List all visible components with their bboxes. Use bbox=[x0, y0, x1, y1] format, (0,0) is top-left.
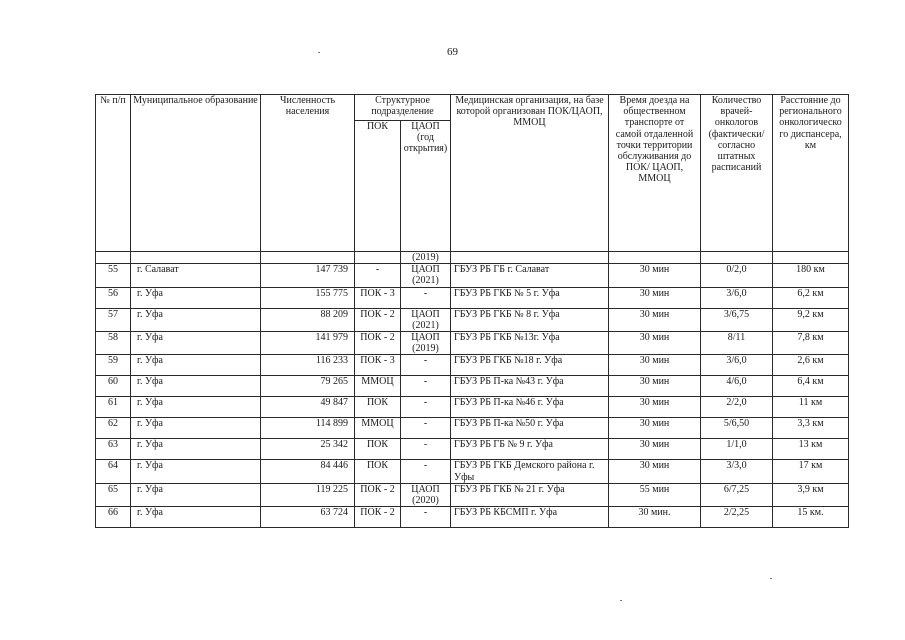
pok-cell: ПОК - 3 bbox=[355, 287, 401, 308]
table-row bbox=[96, 308, 849, 331]
organization-cell: ГБУЗ РБ ГКБ Демского района г. Уфы bbox=[451, 460, 609, 483]
distance-cell: 15 км. bbox=[773, 507, 849, 528]
header-doctors: Количество врачей-онкологов (фактически/ согласно штатных расписаний bbox=[701, 95, 773, 252]
pok-cell: ПОК - 2 bbox=[355, 483, 401, 506]
doctors-cell: 4/6,0 bbox=[701, 376, 773, 397]
pok-cell: ПОК - 3 bbox=[355, 355, 401, 376]
distance-cell: 6,4 км bbox=[773, 376, 849, 397]
doctors-cell: 0/2,0 bbox=[701, 264, 773, 287]
population-cell: 79 265 bbox=[261, 376, 355, 397]
doctors-cell: 3/3,0 bbox=[701, 460, 773, 483]
municipality-cell: г. Уфа bbox=[131, 439, 261, 460]
table-row bbox=[96, 439, 849, 460]
row-number: 58 bbox=[96, 332, 131, 355]
header-structural-unit: Структурное подразделение bbox=[355, 95, 451, 121]
header-pok: ПОК bbox=[355, 121, 401, 252]
pok-cell: ПОК bbox=[355, 460, 401, 483]
doctors-cell: 3/6,0 bbox=[701, 287, 773, 308]
municipality-cell: г. Уфа bbox=[131, 308, 261, 331]
table-row bbox=[96, 332, 849, 355]
caop-cell: - bbox=[401, 397, 451, 418]
travel-time-cell: 30 мин bbox=[609, 376, 701, 397]
pok-cell: ПОК bbox=[355, 439, 401, 460]
table-body bbox=[96, 252, 849, 528]
distance-cell: 3,3 км bbox=[773, 418, 849, 439]
header-caop: ЦАОП (год открытия) bbox=[401, 121, 451, 252]
row-number: 63 bbox=[96, 439, 131, 460]
population-cell: 141 979 bbox=[261, 332, 355, 355]
organization-cell: ГБУЗ РБ ГКБ № 5 г. Уфа bbox=[451, 287, 609, 308]
caop-cell: ЦАОП (2021) bbox=[401, 308, 451, 331]
caop-cell: - bbox=[401, 376, 451, 397]
travel-time-cell: 30 мин bbox=[609, 287, 701, 308]
distance-cell: 180 км bbox=[773, 264, 849, 287]
population-cell: 88 209 bbox=[261, 308, 355, 331]
travel-time-cell: 30 мин bbox=[609, 264, 701, 287]
caop-cell: ЦАОП (2020) bbox=[401, 483, 451, 506]
table-container bbox=[95, 94, 849, 528]
municipality-cell: г. Уфа bbox=[131, 355, 261, 376]
distance-cell: 7,8 км bbox=[773, 332, 849, 355]
travel-time-cell: 30 мин bbox=[609, 439, 701, 460]
doctors-cell: 3/6,75 bbox=[701, 308, 773, 331]
pok-cell: ММОЦ bbox=[355, 376, 401, 397]
distance-cell: 11 км bbox=[773, 397, 849, 418]
header-organization: Медицинская организация, на базе которой организован ПОК/ЦАОП, ММОЦ bbox=[451, 95, 609, 252]
caop-cell: - bbox=[401, 418, 451, 439]
scan-speck bbox=[620, 600, 622, 601]
population-cell: 63 724 bbox=[261, 507, 355, 528]
population-cell: 25 342 bbox=[261, 439, 355, 460]
municipality-cell: г. Уфа bbox=[131, 507, 261, 528]
doctors-cell: 5/6,50 bbox=[701, 418, 773, 439]
distance-cell: 2,6 км bbox=[773, 355, 849, 376]
travel-time-cell: 30 мин bbox=[609, 308, 701, 331]
population-cell: 114 899 bbox=[261, 418, 355, 439]
pok-cell: - bbox=[355, 264, 401, 287]
municipality-cell: г. Уфа bbox=[131, 376, 261, 397]
population-cell: 116 233 bbox=[261, 355, 355, 376]
municipality-cell: г. Салават bbox=[131, 264, 261, 287]
distance-cell: 6,2 км bbox=[773, 287, 849, 308]
table-row bbox=[96, 507, 849, 528]
header-population: Численность населения bbox=[261, 95, 355, 252]
distance-cell: 3,9 км bbox=[773, 483, 849, 506]
table-row bbox=[96, 355, 849, 376]
travel-time-cell: 30 мин bbox=[609, 332, 701, 355]
doctors-cell: 1/1,0 bbox=[701, 439, 773, 460]
header-municipality: Муниципальное образование bbox=[131, 95, 261, 252]
caop-cell: - bbox=[401, 439, 451, 460]
row-number: 62 bbox=[96, 418, 131, 439]
municipality-cell: г. Уфа bbox=[131, 332, 261, 355]
scan-speck bbox=[770, 578, 772, 579]
organization-cell: ГБУЗ РБ ГКБ №18 г. Уфа bbox=[451, 355, 609, 376]
table-row bbox=[96, 460, 849, 483]
municipality-cell: г. Уфа bbox=[131, 483, 261, 506]
organization-cell: ГБУЗ РБ ГКБ №13г. Уфа bbox=[451, 332, 609, 355]
doctors-cell: 2/2,25 bbox=[701, 507, 773, 528]
municipality-cell: г. Уфа bbox=[131, 397, 261, 418]
oncology-units-table bbox=[95, 94, 849, 528]
doctors-cell: 8/11 bbox=[701, 332, 773, 355]
organization-cell: ГБУЗ РБ КБСМП г. Уфа bbox=[451, 507, 609, 528]
travel-time-cell: 30 мин. bbox=[609, 507, 701, 528]
organization-cell: ГБУЗ РБ П-ка №46 г. Уфа bbox=[451, 397, 609, 418]
table-row bbox=[96, 376, 849, 397]
header-number: № п/п bbox=[96, 95, 131, 252]
travel-time-cell: 30 мин bbox=[609, 355, 701, 376]
caop-cell: ЦАОП (2021) bbox=[401, 264, 451, 287]
travel-time-cell: 30 мин bbox=[609, 460, 701, 483]
population-cell: 84 446 bbox=[261, 460, 355, 483]
doctors-cell: 3/6,0 bbox=[701, 355, 773, 376]
municipality-cell: г. Уфа bbox=[131, 287, 261, 308]
scan-speck bbox=[318, 52, 320, 53]
caop-cell: ЦАОП (2019) bbox=[401, 332, 451, 355]
travel-time-cell: 30 мин bbox=[609, 418, 701, 439]
distance-cell: 9,2 км bbox=[773, 308, 849, 331]
table-row bbox=[96, 397, 849, 418]
doctors-cell: 6/7,25 bbox=[701, 483, 773, 506]
population-cell: 119 225 bbox=[261, 483, 355, 506]
population-cell: 155 775 bbox=[261, 287, 355, 308]
pok-cell: ММОЦ bbox=[355, 418, 401, 439]
table-row bbox=[96, 287, 849, 308]
continuation-caop: (2019) bbox=[401, 252, 451, 264]
organization-cell: ГБУЗ РБ П-ка №43 г. Уфа bbox=[451, 376, 609, 397]
organization-cell: ГБУЗ РБ П-ка №50 г. Уфа bbox=[451, 418, 609, 439]
travel-time-cell: 55 мин bbox=[609, 483, 701, 506]
row-number: 55 bbox=[96, 264, 131, 287]
population-cell: 147 739 bbox=[261, 264, 355, 287]
caop-cell: - bbox=[401, 460, 451, 483]
caop-cell: - bbox=[401, 355, 451, 376]
row-number: 64 bbox=[96, 460, 131, 483]
distance-cell: 13 км bbox=[773, 439, 849, 460]
doctors-cell: 2/2,0 bbox=[701, 397, 773, 418]
header-travel-time: Время доезда на общественном транспорте от самой отдаленной точки территории обслуживания до ПОК/ ЦАОП, ММОЦ bbox=[609, 95, 701, 252]
pok-cell: ПОК bbox=[355, 397, 401, 418]
organization-cell: ГБУЗ РБ ГКБ № 21 г. Уфа bbox=[451, 483, 609, 506]
organization-cell: ГБУЗ РБ ГБ г. Салават bbox=[451, 264, 609, 287]
row-number: 65 bbox=[96, 483, 131, 506]
organization-cell: ГБУЗ РБ ГКБ № 8 г. Уфа bbox=[451, 308, 609, 331]
table-row bbox=[96, 264, 849, 287]
row-number: 60 bbox=[96, 376, 131, 397]
pok-cell: ПОК - 2 bbox=[355, 507, 401, 528]
continuation-row bbox=[96, 252, 849, 264]
row-number: 61 bbox=[96, 397, 131, 418]
row-number: 66 bbox=[96, 507, 131, 528]
population-cell: 49 847 bbox=[261, 397, 355, 418]
pok-cell: ПОК - 2 bbox=[355, 332, 401, 355]
organization-cell: ГБУЗ РБ ГБ № 9 г. Уфа bbox=[451, 439, 609, 460]
municipality-cell: г. Уфа bbox=[131, 460, 261, 483]
table-row bbox=[96, 483, 849, 506]
table-row bbox=[96, 418, 849, 439]
distance-cell: 17 км bbox=[773, 460, 849, 483]
pok-cell: ПОК - 2 bbox=[355, 308, 401, 331]
row-number: 57 bbox=[96, 308, 131, 331]
caop-cell: - bbox=[401, 507, 451, 528]
caop-cell: - bbox=[401, 287, 451, 308]
row-number: 59 bbox=[96, 355, 131, 376]
header-distance: Расстояние до регионального онкологическо го диспансера, км bbox=[773, 95, 849, 252]
page-number: 69 bbox=[447, 46, 458, 58]
row-number: 56 bbox=[96, 287, 131, 308]
municipality-cell: г. Уфа bbox=[131, 418, 261, 439]
travel-time-cell: 30 мин bbox=[609, 397, 701, 418]
